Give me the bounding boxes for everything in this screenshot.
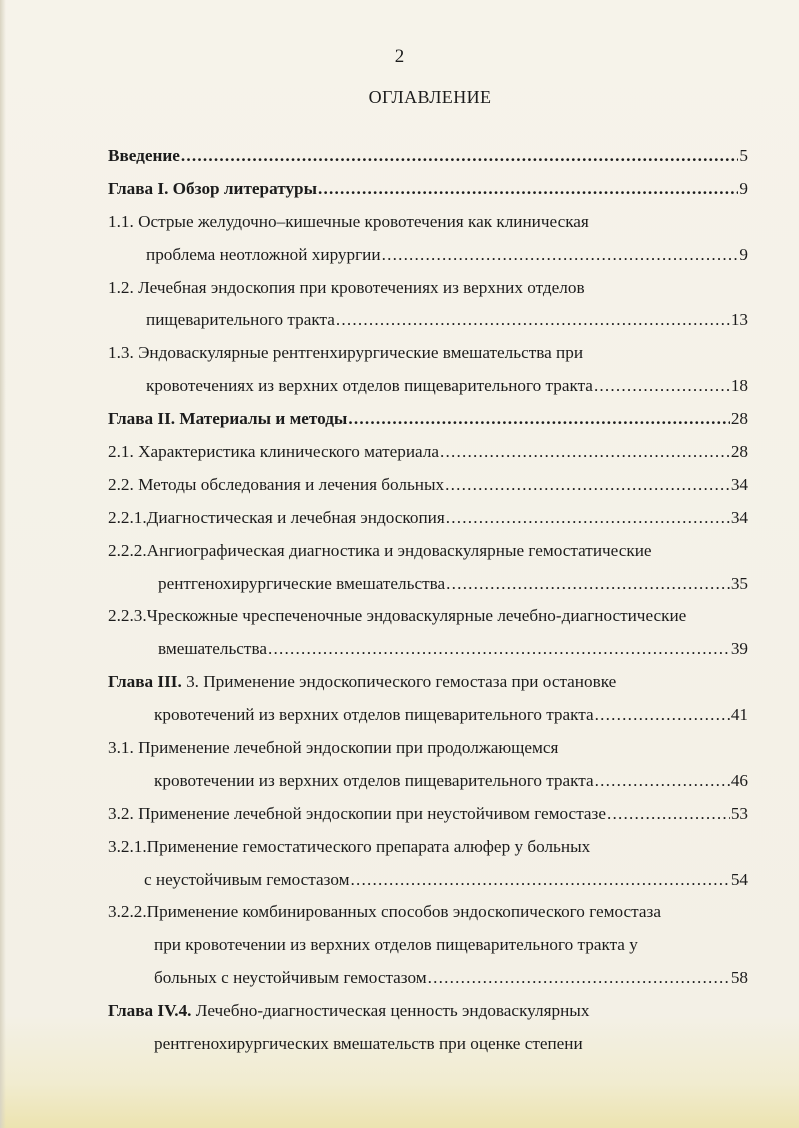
toc-entry-text: при кровотечении из верхних отделов пищеварительного тракта у [154,935,638,955]
toc-page-number: 54 [730,869,748,889]
toc-page-number: 9 [739,178,748,198]
toc-entry [108,239,748,272]
toc-dot-leader [350,864,729,897]
toc-entry-text: 3.2.1.Применение гемостатического препарата алюфер у больных [108,836,591,856]
toc-dot-leader [318,173,738,206]
toc-entry [108,600,748,633]
toc-entry [108,929,748,962]
toc-page-number: 5 [739,146,748,165]
toc-dot-leader [181,140,739,173]
toc-page-number: 34 [730,474,748,494]
toc-page-number: 28 [730,409,748,429]
toc-entry [108,337,748,370]
toc-entry-text: 2.1. Характеристика клинического материала [108,442,440,462]
toc-entry-text: вмешательства [158,639,267,659]
toc-entry-text: кровотечении из верхних отделов пищеварительного тракта [154,770,594,790]
toc-page-number: 53 [730,803,748,823]
toc-dot-leader [268,633,730,666]
toc-entry-text: 1.1. Острые желудочно–кишечные кровотечения как клиническая [108,211,589,231]
toc-entry [108,206,748,239]
toc-entry-text: с неустойчивым гемостазом [144,869,350,889]
document-title: ОГЛАВЛЕНИЕ [368,87,492,107]
toc-entry [108,633,748,666]
toc-page-number: 28 [730,442,748,462]
toc-entry [108,370,748,403]
toc-entry-title: Лечебно-диагностическая ценность эндоваскулярных [191,1001,590,1021]
toc-entry [108,831,748,864]
toc-entry [108,568,748,601]
toc-entry-text: 3.2.2.Применение комбинированных способов эндоскопического гемостаза [108,902,661,922]
toc-dot-leader [428,962,730,995]
toc-entry-text [108,666,616,699]
toc-entry [108,469,748,502]
toc-entry [108,403,748,436]
toc-entry [108,896,748,929]
toc-page-number: 46 [730,770,748,790]
toc-entry-text: 2.2.2.Ангиографическая диагностика и эндоваскулярные гемостатические [108,540,652,560]
page-number: 2 [394,46,405,67]
toc-entry-text: 3.1. Применение лечебной эндоскопии при продолжающемся [108,738,559,758]
toc-entry [108,304,748,337]
toc-page-number: 39 [730,639,748,659]
toc-page-number: 18 [730,376,748,396]
toc-dot-leader [446,502,730,535]
toc-entry-title: 3. Применение эндоскопического гемостаза при остановке [181,672,617,692]
toc-entry-text: 2.2.1.Диагностическая и лечебная эндоскопия [108,507,445,527]
toc-entry [108,502,748,535]
toc-entry [108,140,748,173]
toc-entry [108,864,748,897]
toc-page-number: 35 [730,573,748,593]
table-of-contents [108,140,748,1061]
toc-entry-chapter-label: Глава IV.4. [108,1001,192,1021]
toc-entry-text: больных с неустойчивым гемостазом [154,968,427,988]
page-edge-shadow [0,0,6,1128]
toc-page-number: 58 [730,968,748,988]
toc-entry-text: Введение [108,146,180,165]
toc-entry-text: 3.2. Применение лечебной эндоскопии при неустойчивом гемостазе [108,803,606,823]
toc-entry-text: пищеварительного тракта [146,310,335,330]
toc-entry-text: кровотечениях из верхних отделов пищеварительного тракта [146,376,593,396]
toc-page-number: 9 [739,244,748,264]
toc-entry [108,535,748,568]
toc-entry-chapter-label: Глава III. [108,672,182,692]
toc-dot-leader [595,699,730,732]
toc-entry-text: Глава I. Обзор литературы [108,178,318,198]
toc-entry-text: 1.2. Лечебная эндоскопия при кровотечениях из верхних отделов [108,277,585,297]
toc-entry-text: проблема неотложной хирургии [146,244,381,264]
toc-entry-text: рентгенохирургических вмешательств при оценке степени [154,1034,583,1054]
toc-entry-text: рентгенохирургические вмешательства [158,573,446,593]
toc-entry [108,962,748,995]
toc-entry-text: Глава II. Материалы и методы [108,409,348,429]
toc-page-number: 13 [730,310,748,330]
toc-entry [108,436,748,469]
toc-dot-leader [382,239,739,272]
toc-entry-text: 2.2.3.Чрескожные чреспеченочные эндоваскулярные лечебно-диагностические [108,606,687,626]
toc-dot-leader [336,304,730,337]
toc-dot-leader [440,436,730,469]
toc-dot-leader [446,568,730,601]
toc-page-number: 41 [730,705,748,725]
toc-entry [108,1028,748,1061]
toc-entry [108,173,748,206]
toc-page-number: 34 [730,507,748,527]
toc-entry [108,699,748,732]
toc-entry [108,272,748,305]
toc-entry [108,798,748,831]
toc-entry [108,765,748,798]
toc-dot-leader [607,798,730,831]
toc-entry-text: 2.2. Методы обследования и лечения больных [108,474,445,494]
toc-entry-text: кровотечений из верхних отделов пищеварительного тракта [154,705,594,725]
toc-dot-leader [445,469,730,502]
toc-entry-text: 1.3. Эндоваскулярные рентгенхирургические вмешательства при [108,343,584,363]
toc-dot-leader [348,403,729,436]
toc-entry [108,666,748,699]
toc-entry [108,995,748,1028]
toc-dot-leader [595,765,730,798]
toc-entry-text [108,995,589,1028]
toc-entry [108,732,748,765]
toc-dot-leader [594,370,730,403]
